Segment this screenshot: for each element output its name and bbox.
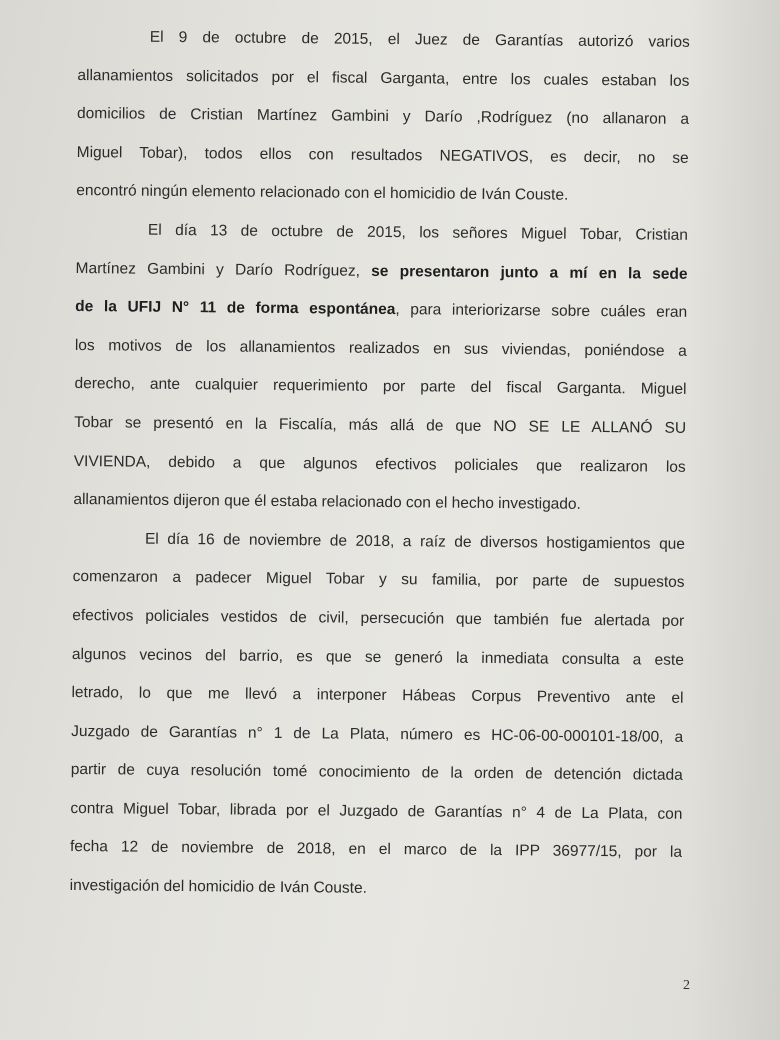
paragraph-1 xyxy=(76,18,690,217)
document-body xyxy=(69,18,689,911)
text-line: encontró ningún elemento relacionado con el homicidio de Iván Couste. xyxy=(76,182,569,205)
text-line: VIVIENDA, debido a que algunos efectivos policiales que realizaron los xyxy=(73,452,686,476)
text-line: Juzgado de Garantías n° 1 de La Plata, número es HC-06-00-000101-18/00, a xyxy=(71,722,684,746)
text-segment: Martínez Gambini y Darío Rodríguez, xyxy=(75,259,372,280)
text-line: letrado, lo que me llevó a interponer Hábeas Corpus Preventivo ante el xyxy=(71,684,684,707)
text-line: Miguel Tobar), todos ellos con resultados NEGATIVOS, es decir, no se xyxy=(76,143,689,167)
bold-text-segment: de la UFIJ N° 11 de forma espontánea xyxy=(75,298,396,319)
text-line: efectivos policiales vestidos de civil, persecución que también fue alertada por xyxy=(72,606,685,630)
text-line: investigación del homicidio de Iván Couste. xyxy=(69,877,368,897)
text-line: El día 13 de octubre de 2015, los señores Miguel Tobar, Cristian xyxy=(147,221,689,244)
text-line: allanamientos solicitados por el fiscal Garganta, entre los cuales estaban los xyxy=(77,66,690,90)
text-line: los motivos de los allanamientos realizados en sus viviendas, poniéndose a xyxy=(74,336,687,360)
text-line: El día 16 de noviembre de 2018, a raíz de diversos hostigamientos que xyxy=(144,530,686,553)
text-line xyxy=(75,288,687,332)
text-line: fecha 12 de noviembre de 2018, en el marco de la IPP 36977/15, por la xyxy=(69,838,683,862)
bold-text-segment: se presentaron junto a mí en la sede xyxy=(371,262,688,283)
paragraph-2 xyxy=(73,211,688,526)
page-number: 2 xyxy=(683,978,690,993)
text-line: El 9 de octubre de 2015, el Juez de Garantías autorizó varios xyxy=(149,28,690,51)
text-segment: , para interiorizarse sobre cuáles eran xyxy=(395,301,688,322)
text-line: comenzaron a padecer Miguel Tobar y su familia, por parte de supuestos xyxy=(72,568,685,592)
page-shadow xyxy=(690,0,780,1040)
paragraph-3 xyxy=(69,520,685,912)
text-line: algunos vecinos del barrio, es que se generó la inmediata consulta a este xyxy=(71,645,684,669)
text-line: partir de cuya resolución tomé conocimiento de la orden de detención dictada xyxy=(70,761,683,785)
text-line xyxy=(75,250,687,294)
text-line: derecho, ante cualquier requerimiento por parte del fiscal Garganta. Miguel xyxy=(74,375,687,399)
text-line: allanamientos dijeron que él estaba relacionado con el hecho investigado. xyxy=(73,491,581,513)
text-line: domicilios de Cristian Martínez Gambini y Darío ,Rodríguez (no allanaron a xyxy=(76,105,690,129)
text-line: contra Miguel Tobar, librada por el Juzgado de Garantías n° 4 de La Plata, con xyxy=(70,799,683,823)
text-line: Tobar se presentó en la Fiscalía, más allá de que NO SE LE ALLANÓ SU xyxy=(74,413,687,437)
